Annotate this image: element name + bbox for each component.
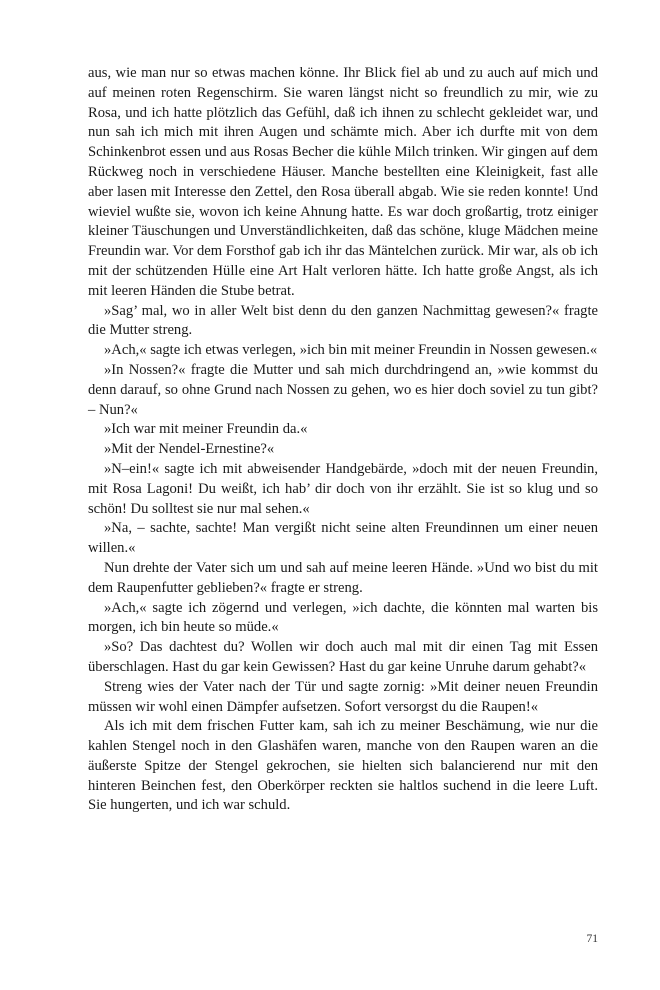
paragraph: »Sag’ mal, wo in aller Welt bist denn du den ganzen Nachmittag gewesen?« fragte die Mutter streng. [88, 302, 598, 339]
paragraph: »Na, – sachte, sachte! Man vergißt nicht seine alten Freundinnen um einer neuen willen.« [88, 520, 598, 557]
paragraph: »Ach,« sagte ich etwas verlegen, »ich bin mit meiner Freundin in Nossen gewesen.« [104, 342, 598, 359]
book-page [88, 64, 598, 964]
paragraph: »So? Das dachtest du? Wollen wir doch auch mal mit dir einen Tag mit Essen überschlagen. Hast du gar kein Gewissen? Hast du gar keine Unruhe darum gehabt?« [88, 639, 598, 675]
paragraph: Als ich mit dem frischen Futter kam, sah ich zu meiner Beschämung, wie nur die kahlen Stengel noch in den Glashäfen waren, manche von den Raupen waren an die äußerste Spitze der Stengel gekrochen, sie hielten sich balancierend nur mit den hinteren Beinchen fest, den Oberkörper reckten sie haltlos suchend in die leere Luft. Sie hungerten, und ich war schuld. [88, 718, 598, 814]
paragraph: »Ich war mit meiner Freundin da.« [104, 421, 308, 438]
paragraph: »Ach,« sagte ich zögernd und verlegen, »ich dachte, die könnten mal warten bis morgen, ich bin heute so müde.« [88, 599, 598, 636]
paragraph: »In Nossen?« fragte die Mutter und sah mich durchdringend an, »wie kommst du denn darauf, so ohne Grund nach Nossen zu gehen, wo es hier doch soviel zu tun gibt? – Nun?« [88, 361, 598, 418]
body-text [88, 64, 598, 816]
paragraph: Nun drehte der Vater sich um und sah auf meine leeren Hände. »Und wo bist du mit dem Raupenfutter geblieben?« fragte er streng. [88, 559, 598, 596]
paragraph: »N–ein!« sagte ich mit abweisender Handgebärde, »doch mit der neuen Freundin, mit Rosa Lagoni! Du weißt, ich hab’ dir doch von ihr erzählt. Sie ist so klug und so schön! Du solltest sie nur mal sehen.« [88, 460, 598, 517]
paragraph: Streng wies der Vater nach der Tür und sagte zornig: »Mit deiner neuen Freundin müssen wir wohl einen Dämpfer aufsetzen. Sofort versorgst du die Raupen!« [88, 678, 598, 715]
paragraph: »Mit der Nendel-Ernestine?« [104, 441, 275, 458]
paragraph: aus, wie man nur so etwas machen könne. Ihr Blick fiel ab und zu auch auf mich und auf meinen roten Regenschirm. Sie waren längst nicht so freundlich zu mir, wie zu Rosa, und ich hatte plötzlich das Gefühl, daß ich ihnen zu schlecht gekleidet war, und nun sah ich mich mit ihren Augen und schämte mich. Aber ich durfte mit von dem Schinkenbrot essen und aus Rosas Becher die kühle Milch trinken. Wir gingen auf dem Rückweg noch in verschiedene Häuser. Manche bestellten eine Kleinigkeit, fast alle aber lasen mit Interesse den Zettel, den Rosa überall abgab. Wie sie reden konnte! Und wieviel wußte sie, wovon ich keine Ahnung hatte. Es war doch großartig, trotz einiger kleiner Täuschungen und Unverständlichkeiten, daß das schöne, kluge Mädchen meine Freundin war. Vor dem Forsthof gab ich ihr das Mäntelchen zurück. Mir war, als ob ich mit der schützenden Hülle eine Art Halt verloren hätte. Ich hatte große Angst, als ich mit leeren Händen die Stube betrat. [88, 65, 598, 299]
page-number: 71 [586, 933, 598, 945]
